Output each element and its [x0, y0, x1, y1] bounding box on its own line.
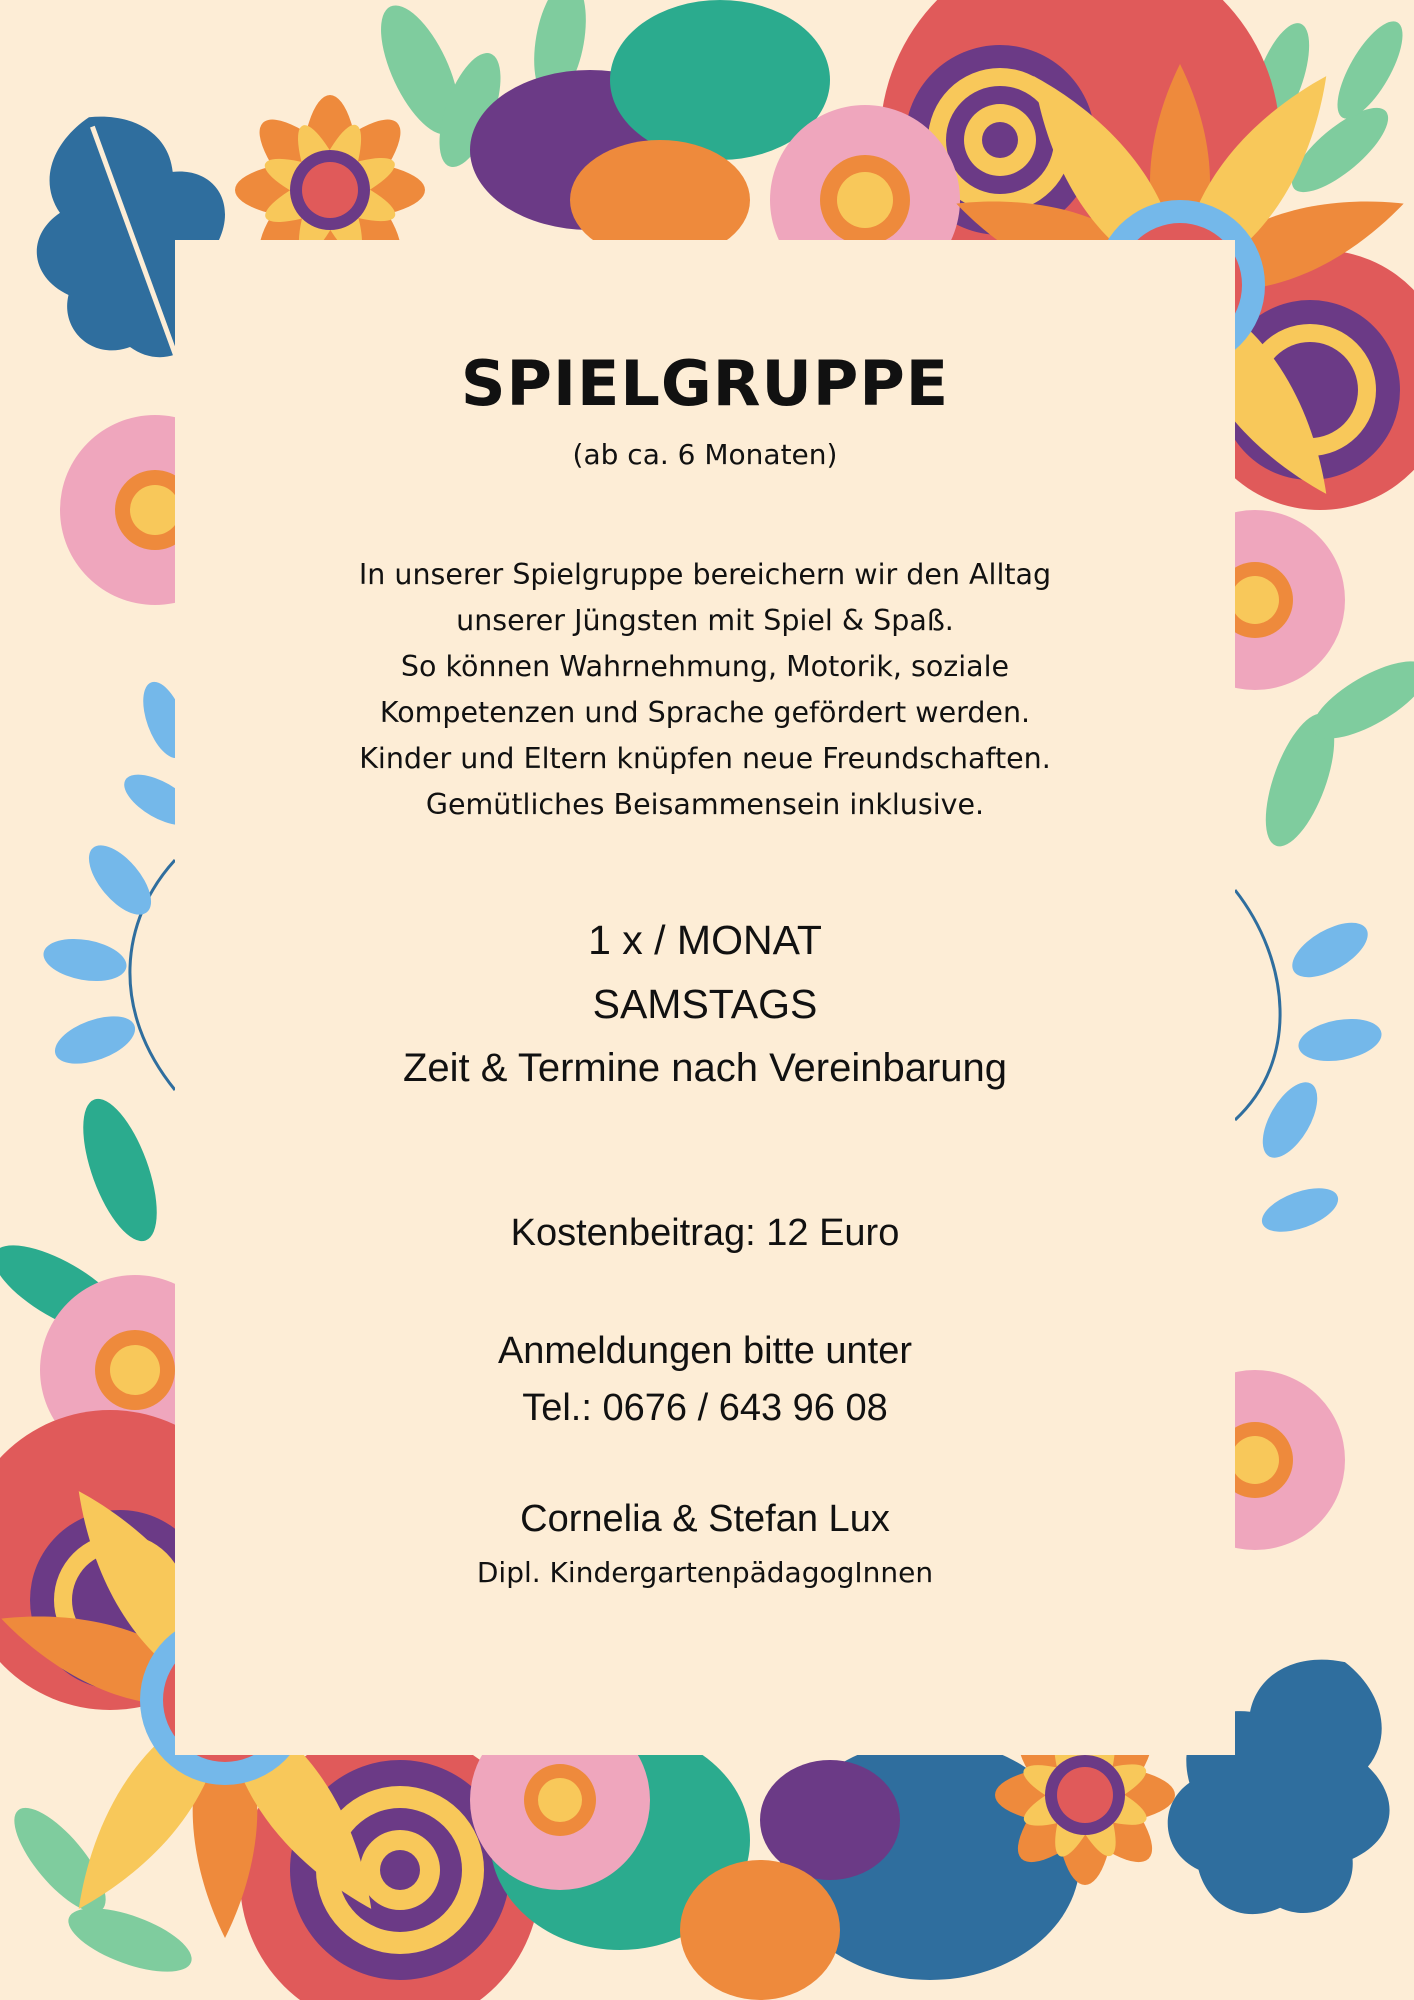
registration-phone: Tel.: 0676 / 643 96 08 [522, 1387, 888, 1429]
blue-branch-right [1235, 890, 1280, 1120]
registration [175, 1323, 1235, 1437]
intro-line: Gemütliches Beisammensein inklusive. [425, 788, 985, 821]
flyer-title: SPIELGRUPPE [460, 347, 950, 420]
organizer-role: Dipl. KindergartenpädagogInnen [476, 1556, 934, 1589]
age-subtitle: (ab ca. 6 Monaten) [572, 438, 838, 471]
intro-line: Kinder und Eltern knüpfen neue Freundschaften. [359, 742, 1051, 775]
registration-label: Anmeldungen bitte unter [497, 1330, 913, 1372]
schedule-day: SAMSTAGS [592, 981, 818, 1027]
intro-line: Kompetenzen und Sprache gefördert werden. [379, 696, 1031, 729]
intro-line: In unserer Spielgruppe bereichern wir den Alltag [358, 558, 1052, 591]
intro-line: So können Wahrnehmung, Motorik, soziale [400, 650, 1010, 683]
info-card [175, 240, 1235, 1755]
schedule-frequency: 1 x / MONAT [588, 917, 822, 963]
cost-info: Kostenbeitrag: 12 Euro [510, 1212, 900, 1254]
organizer-names: Cornelia & Stefan Lux [520, 1498, 890, 1540]
intro-line: unserer Jüngsten mit Spiel & Spaß. [456, 604, 954, 637]
schedule-time: Zeit & Termine nach Vereinbarung [402, 1046, 1008, 1090]
intro-text [175, 552, 1235, 828]
purple-blob-bottom [760, 1760, 900, 1880]
schedule [175, 908, 1235, 1100]
